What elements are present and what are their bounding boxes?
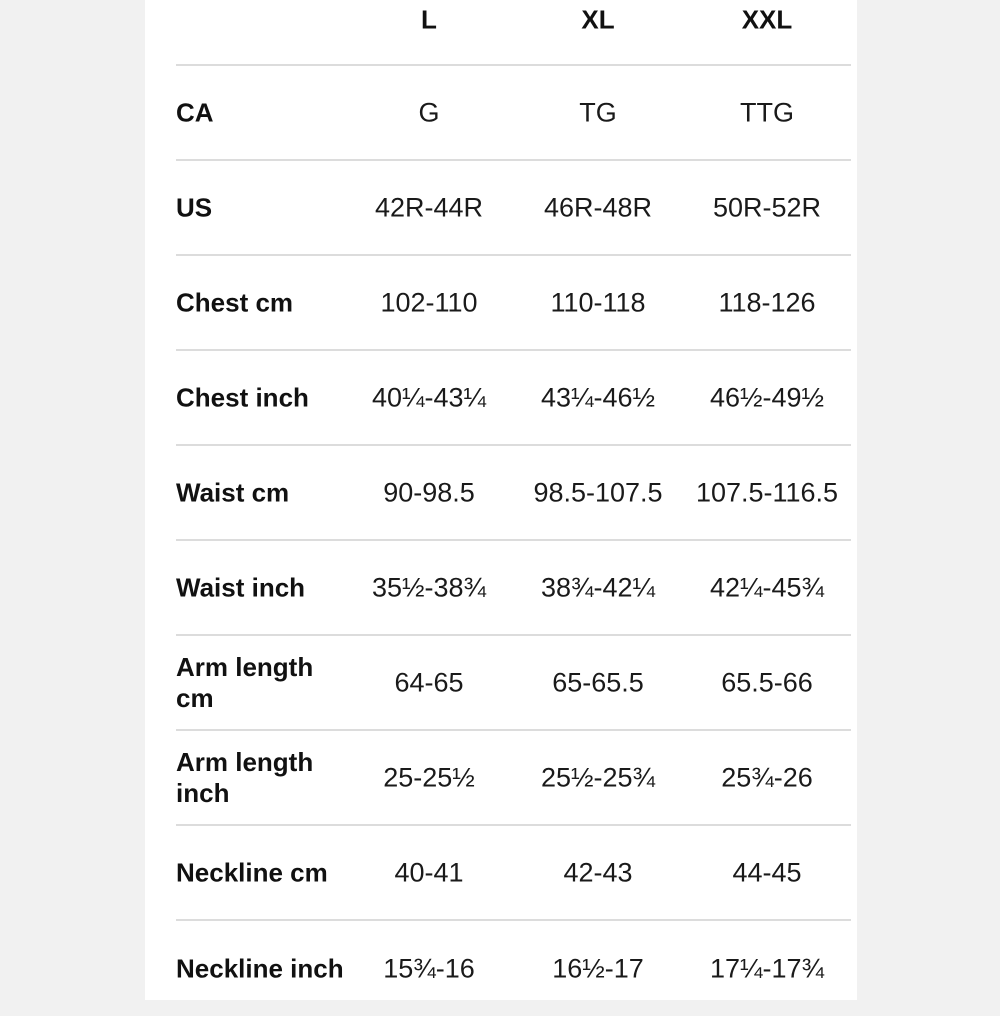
row-label: Arm length inch xyxy=(176,746,314,808)
column-header-xxl: XXL xyxy=(741,4,793,35)
row-label: Waist inch xyxy=(176,572,306,602)
table-cell: TG xyxy=(579,97,617,127)
table-cell: 16½-17 xyxy=(552,953,644,983)
size-chart-table xyxy=(176,0,851,1016)
table-row-chest-inch xyxy=(176,351,851,446)
row-label: Neckline cm xyxy=(176,857,328,887)
table-row-arm-length-cm xyxy=(176,636,851,731)
table-row-waist-cm xyxy=(176,446,851,541)
header-row xyxy=(176,0,851,66)
column-header-l: L xyxy=(421,4,437,35)
row-label: Chest cm xyxy=(176,287,294,317)
table-cell: 40¼-43¼ xyxy=(371,382,487,412)
table-cell: 102-110 xyxy=(380,287,478,317)
table-cell: 15¾-16 xyxy=(383,953,475,983)
column-header-xl: XL xyxy=(581,4,615,35)
table-cell: 17¼-17¾ xyxy=(709,953,825,983)
row-label: Arm length cm xyxy=(176,651,314,713)
table-cell: 25¾-26 xyxy=(721,762,813,792)
table-cell: 43¼-46½ xyxy=(540,382,656,412)
table-cell: 40-41 xyxy=(394,857,464,887)
table-row-arm-length-inch xyxy=(176,731,851,826)
table-cell: 38¾-42¼ xyxy=(540,572,656,602)
table-cell: 50R-52R xyxy=(712,192,822,222)
row-label: Chest inch xyxy=(176,382,309,412)
table-cell: 42-43 xyxy=(563,857,633,887)
table-cell: 107.5-116.5 xyxy=(695,477,839,507)
table-cell: 98.5-107.5 xyxy=(533,477,663,507)
table-cell: G xyxy=(418,97,440,127)
table-cell: 25-25½ xyxy=(383,762,475,792)
table-row-chest-cm xyxy=(176,256,851,351)
table-cell: 90-98.5 xyxy=(383,477,475,507)
table-cell: 65.5-66 xyxy=(721,667,813,697)
row-label: CA xyxy=(176,97,214,127)
table-cell: 65-65.5 xyxy=(552,667,644,697)
table-row-neckline-inch xyxy=(176,921,851,1016)
table-cell: TTG xyxy=(740,97,794,127)
table-row-neckline-cm xyxy=(176,826,851,921)
table-cell: 118-126 xyxy=(718,287,816,317)
table-cell: 46½-49½ xyxy=(709,382,825,412)
table-cell: 42R-44R xyxy=(374,192,484,222)
table-cell: 35½-38¾ xyxy=(371,572,487,602)
table-cell: 46R-48R xyxy=(543,192,653,222)
row-label: US xyxy=(176,192,213,222)
table-cell: 110-118 xyxy=(550,287,646,317)
table-cell: 44-45 xyxy=(732,857,802,887)
row-label: Waist cm xyxy=(176,477,290,507)
row-label: Neckline inch xyxy=(176,953,344,983)
table-cell: 42¼-45¾ xyxy=(709,572,825,602)
table-row-ca xyxy=(176,66,851,161)
table-cell: 64-65 xyxy=(394,667,464,697)
table-row-waist-inch xyxy=(176,541,851,636)
table-cell: 25½-25¾ xyxy=(540,762,656,792)
table-row-us xyxy=(176,161,851,256)
